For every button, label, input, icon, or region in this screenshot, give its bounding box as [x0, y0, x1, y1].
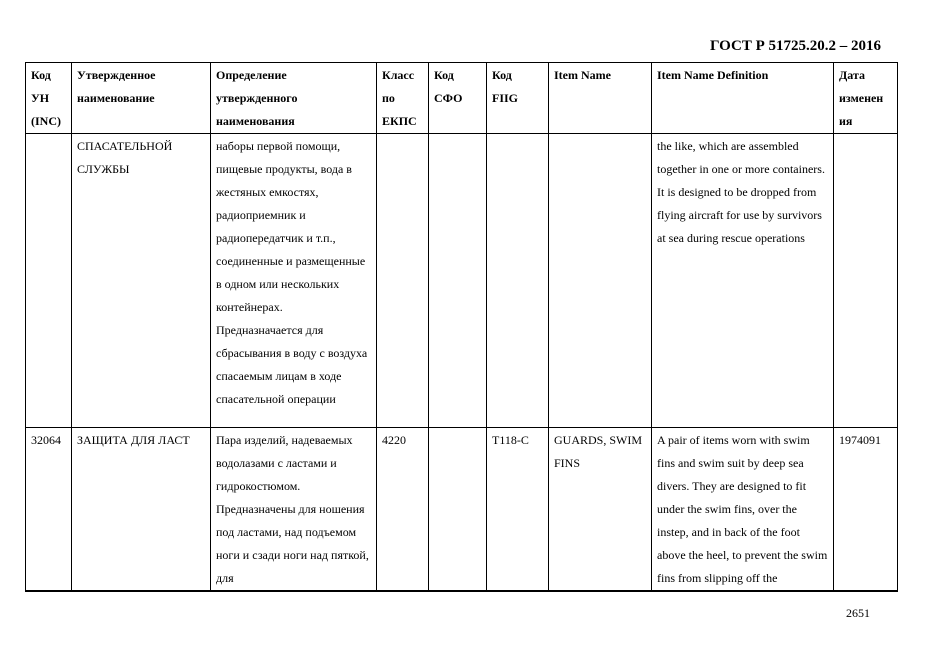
- catalog-table: [25, 62, 898, 592]
- cell-class-ekps: [377, 134, 429, 428]
- cell-change-date: 1974091: [834, 428, 898, 592]
- col-header-sfo: Код СФО: [429, 63, 487, 134]
- table-row: [26, 428, 898, 592]
- cell-item-name: [549, 134, 652, 428]
- cell-inc: [26, 134, 72, 428]
- cell-inc: 32064: [26, 428, 72, 592]
- cell-code-sfo: [429, 428, 487, 592]
- col-header-class: Класс по ЕКПС: [377, 63, 429, 134]
- cell-code-fiig: [487, 134, 549, 428]
- col-header-inc: Код УН (INC): [26, 63, 72, 134]
- col-header-fiig: Код FIIG: [487, 63, 549, 134]
- cell-definition-ru: наборы первой помощи, пищевые продукты, вода в жестяных емкостях, радиоприемник и радиопередатчик и т.п., соединенные и размещенные в одном или нескольких контейнерах. Предназначается для сбрасывания в воду с воздуха спасаемым лицам в ходе спасательной операции: [211, 134, 377, 428]
- cell-item-name-definition: A pair of items worn with swim fins and swim suit by deep sea divers. They are designed to fit under the swim fins, over the instep, and in back of the foot above the heel, to prevent the swim fins from slipping off the: [652, 428, 834, 592]
- col-header-definition: Определение утвержденного наименования: [211, 63, 377, 134]
- cell-class-ekps: 4220: [377, 428, 429, 592]
- page-number: 2651: [846, 606, 870, 620]
- table-header-row: [26, 63, 898, 134]
- col-header-item-name-definition: Item Name Definition: [652, 63, 834, 134]
- col-header-change-date: Дата изменен ия: [834, 63, 898, 134]
- col-header-item-name: Item Name: [549, 63, 652, 134]
- cell-item-name: GUARDS, SWIM FINS: [549, 428, 652, 592]
- cell-change-date: [834, 134, 898, 428]
- cell-approved-name: ЗАЩИТА ДЛЯ ЛАСТ: [72, 428, 211, 592]
- cell-item-name-definition: the like, which are assembled together in one or more containers. It is designed to be dropped from flying aircraft for use by survivors at sea during rescue operations: [652, 134, 834, 428]
- cell-code-sfo: [429, 134, 487, 428]
- document-standard-code: ГОСТ Р 51725.20.2 – 2016: [710, 38, 882, 54]
- cell-code-fiig: T118-C: [487, 428, 549, 592]
- col-header-approved-name: Утвержденное наименование: [72, 63, 211, 134]
- cell-approved-name: СПАСАТЕЛЬНОЙ СЛУЖБЫ: [72, 134, 211, 428]
- table-row: [26, 134, 898, 428]
- cell-definition-ru: Пара изделий, надеваемых водолазами с ластами и гидрокостюмом. Предназначены для ношения под ластами, над подъемом ноги и сзади ноги над пяткой, для: [211, 428, 377, 592]
